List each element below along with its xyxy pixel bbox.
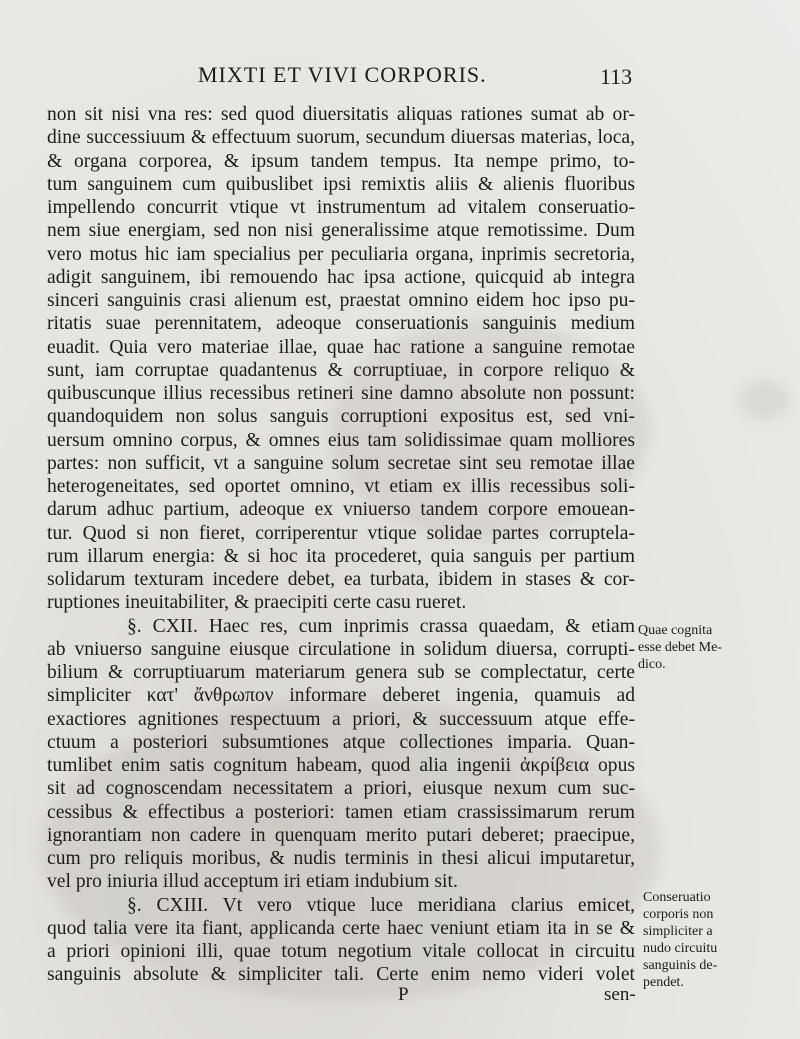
text-line: dine successiuum & effectuum suorum, secundum diuersas materias, loca, [47,127,635,149]
text-line: quibuscunque illius recessibus retineri sine damno absolute non possunt: [47,383,635,404]
margin-note-line: Conseruatio [643,890,711,905]
text-line: vero motus hic iam specialius per peculiaria organa, inprimis secretoria, [47,243,635,265]
text-line: sanguinis absolute & simpliciter tali. Certe enim nemo videri volet [47,964,635,986]
text-line: nem siue energiam, sed non nisi generalissime atque remotissime. Dum [47,220,635,242]
text-line: rum illarum energia: & si hoc ita procederet, quia sanguis per partium [47,545,635,567]
page-number: 113 [600,64,633,89]
text-line: uersum omnino corpus, & omnes eius tam solidissimae quam molliores [47,429,635,451]
catchword: sen- [604,984,636,1005]
margin-note-line: corporis non [643,907,714,922]
margin-note-line: Quae cognita [638,623,713,638]
margin-note-line: esse debet Me- [638,640,722,655]
margin-note-line: nudo circuitu [643,941,718,956]
running-head: MIXTI ET VIVI CORPORIS. [198,62,487,87]
margin-note-line: pendet. [643,975,684,990]
text-line: & organa corporea, & ipsum tandem tempus. Ita nempe primo, to- [47,150,635,172]
text-line: ruptiones ineuitabiliter, & praecipiti certe casu rueret. [47,592,467,614]
margin-note-line: dico. [638,657,666,672]
text-line: simpliciter κατ' ἄνθρωπον informare deberet ingenia, quamuis ad [47,685,635,707]
section-heading-line: §. CXII. Haec res, cum inprimis crassa quaedam, & etiam [127,615,635,637]
signature-mark: P [398,984,409,1005]
text-line: sunt, iam corruptae quadantenus & corruptiuae, in corpore reliquo & [47,359,635,381]
text-line: heterogeneitates, sed oportet omnino, vt etiam ex illis recessibus soli- [47,476,635,497]
text-line: ctuum a posteriori subsumtiones atque collectiones imparia. Quan- [47,731,635,753]
text-line: tur. Quod si non fieret, corriperentur vtique solidae partes corruptela- [47,522,635,544]
margin-note-line: sanguinis de- [643,958,718,973]
text-line: non sit nisi vna res: sed quod diuersitatis aliquas rationes sumat ab or- [47,104,635,125]
text-line: exactiores agnitiones respectuum a priori, & successuum atque effe- [47,708,635,730]
margin-note-medico [638,622,722,673]
text-line: tumlibet enim satis cognitum habeam, quod alia ingenii ἀκρίβεια opus [47,755,635,776]
text-line: sit ad cognoscendam necessitatem a priori, eiusque nexum cum suc- [47,778,635,800]
body-text [47,103,635,987]
text-line: ab vniuerso sanguine eiusque circulatione in solidum diuersa, corrupti- [47,638,635,660]
text-line: partes: non sufficit, vt a sanguine solum secretae sint seu remotae illae [47,452,635,474]
margin-note-line: simpliciter a [643,924,713,939]
text-line: cessibus & effectibus a posteriori: tamen etiam crassissimarum rerum [47,801,635,823]
page-stain [740,380,790,420]
text-line: euadit. Quia vero materiae illae, quae hac ratione a sanguine remotae [47,336,635,358]
text-line: solidarum texturam incedere debet, ea turbata, ibidem in stases & cor- [47,569,635,590]
section-heading-line: §. CXIII. Vt vero vtique luce meridiana clarius emicet, [127,894,635,916]
text-line: vel pro iniuria illud acceptum iri etiam indubium sit. [47,871,458,893]
margin-note-conseruatio [643,889,717,991]
text-line: a priori opinioni illi, quae totum negotium vitale collocat in circuitu [47,941,635,962]
text-line: darum adhuc partium, adeoque ex vniuerso tandem corpore emouean- [47,499,635,521]
text-line: bilium & corruptiuarum materiarum genera sub se complectatur, certe [47,662,635,683]
text-line: ignorantiam non cadere in quenquam merito putari deberet; praecipue, [47,824,635,846]
text-line: quandoquidem non solus sanguis corruptioni expositus est, sed vni- [47,406,635,428]
text-line: cum pro reliquis moribus, & nudis terminis in thesi alicui imputaretur, [47,848,635,869]
text-line: quod talia vere ita fiant, applicanda certe haec veniunt etiam ita in se & [47,917,635,939]
text-line: impellendo concurrit vtique vt instrumentum ad vitalem conseruatio- [47,197,635,218]
text-line: adigit sanguinem, ibi remouendo hac ipsa actione, quicquid ab integra [47,266,635,288]
text-line: sinceri sanguinis crasi alienum est, praestat omnino eidem hoc ipso pu- [47,290,635,311]
text-line: tum sanguinem cum quibuslibet ipsi remixtis aliis & alienis fluoribus [47,173,635,195]
text-line: ritatis suae perennitatem, adeoque conseruationis sanguinis medium [47,313,635,335]
